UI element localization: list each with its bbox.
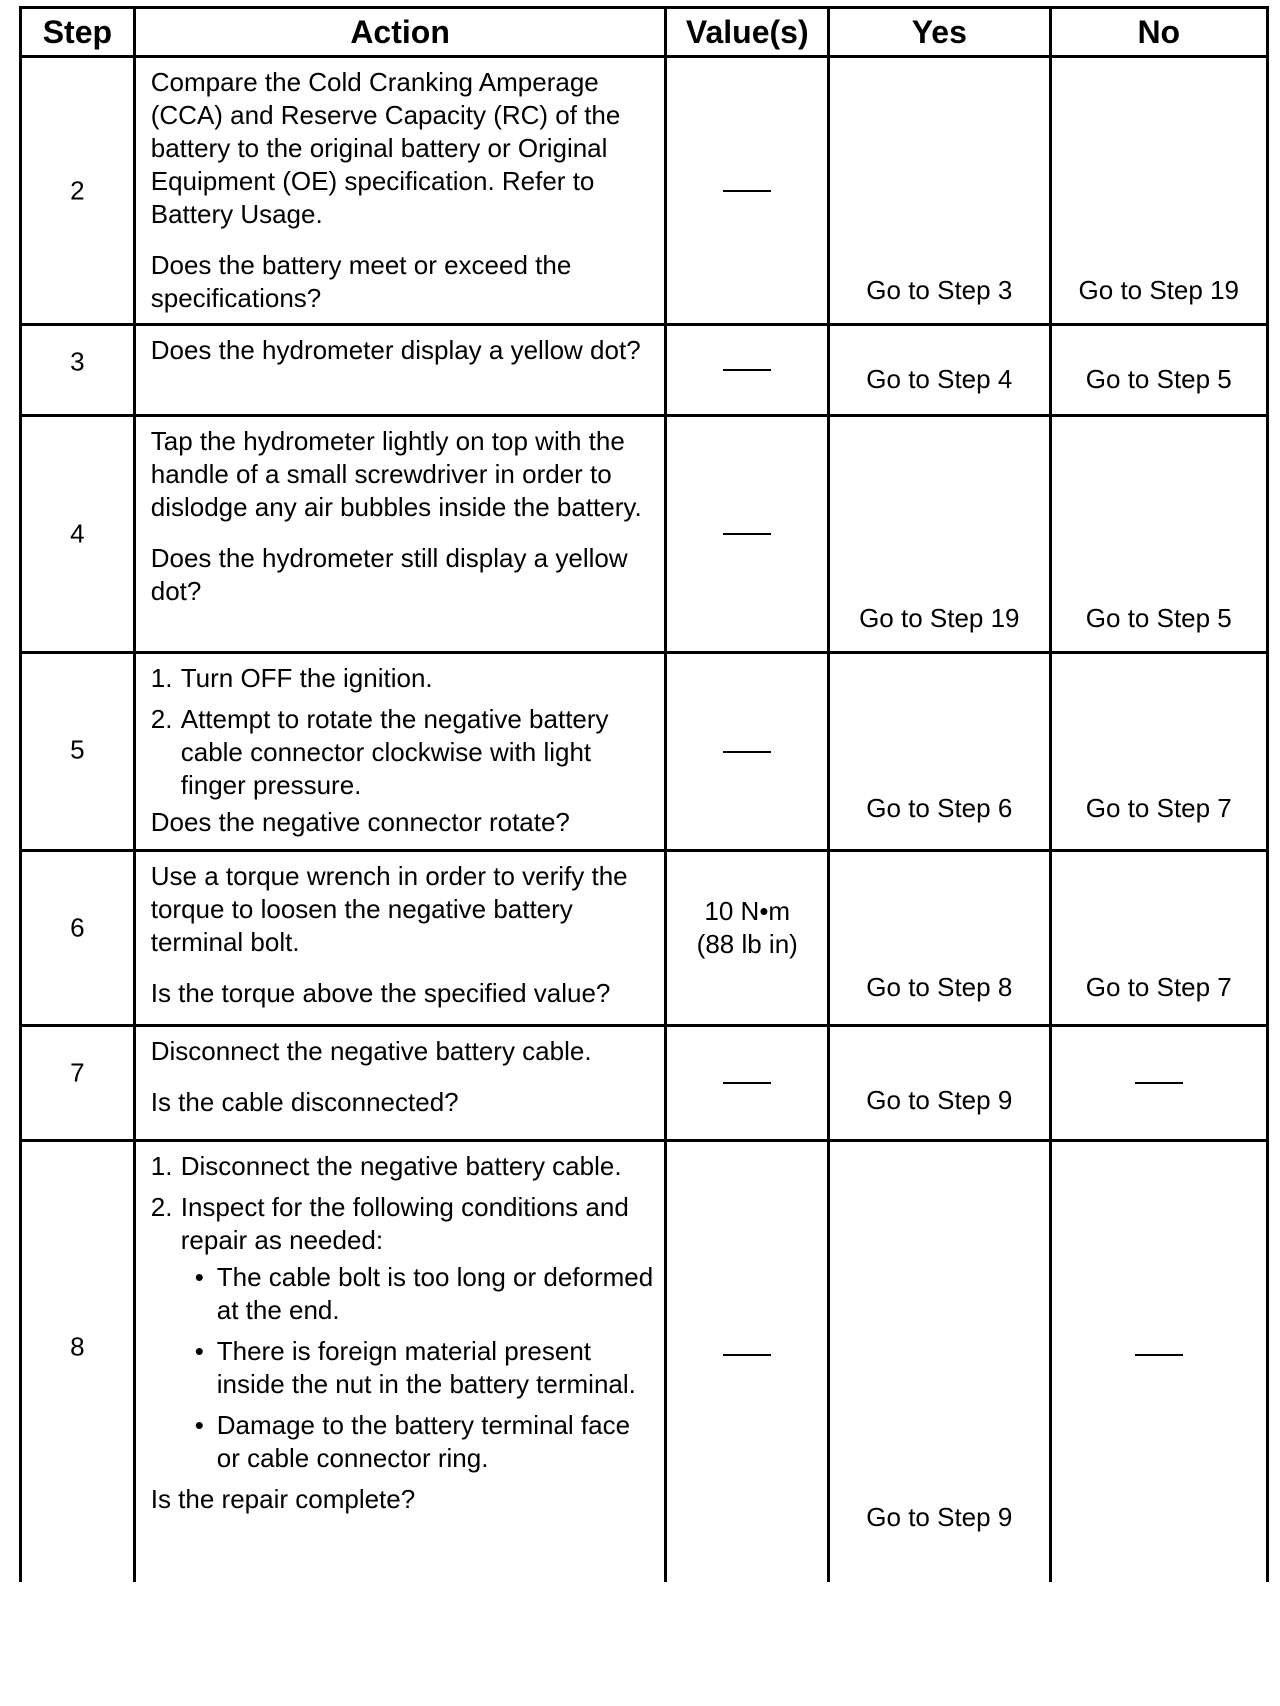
yes-cell: [830, 417, 1051, 654]
no-cell: [1052, 417, 1269, 654]
action-cell: [136, 417, 668, 654]
torque-value: [667, 895, 827, 961]
list-item-text: The cable bolt is too long or deformed at the end.: [216, 1262, 654, 1325]
action-cell: [136, 1142, 668, 1582]
action-question: Does the hydrometer display a yellow dot?: [150, 335, 641, 365]
list-item-text: There is foreign material present inside the nut in the battery terminal.: [216, 1336, 636, 1399]
no-cell: [1052, 654, 1269, 852]
action-question: Is the repair complete?: [150, 1484, 416, 1514]
no-cell: [1052, 1142, 1269, 1582]
step-number: 2: [70, 175, 85, 205]
table-row: [19, 417, 1269, 654]
action-text: Tap the hydrometer lightly on top with the handle of a small screwdriver in order to dislodge any air bubbles inside the battery.: [150, 426, 642, 522]
list-item-text: Inspect for the following conditions and repair as needed:: [180, 1192, 629, 1255]
action-question: Does the negative connector rotate?: [150, 807, 570, 837]
list-item: [181, 1409, 655, 1475]
yes-result: Go to Step 19: [859, 603, 1020, 633]
action-cell: [136, 58, 668, 326]
value-cell: [667, 326, 830, 417]
step-number-cell: [22, 654, 136, 852]
header-yes: Yes: [830, 6, 1051, 58]
yes-result: Go to Step 6: [866, 793, 1013, 823]
step-number-cell: [22, 1027, 136, 1142]
yes-cell: [830, 58, 1051, 326]
no-result: Go to Step 5: [1085, 603, 1232, 633]
yes-cell: [830, 1027, 1051, 1142]
table-row: [19, 654, 1269, 852]
value-cell: [667, 1142, 830, 1582]
list-item: [151, 662, 655, 695]
value-cell: [667, 1027, 830, 1142]
no-result: Go to Step 5: [1085, 364, 1232, 394]
table-row: [19, 1027, 1269, 1142]
bullet: •: [194, 1262, 204, 1292]
step-number: 3: [70, 346, 85, 377]
action-question: Does the battery meet or exceed the specifications?: [150, 250, 572, 313]
yes-result: Go to Step 9: [866, 1502, 1013, 1532]
empty-value-dash: [723, 533, 771, 535]
empty-value-dash: [723, 369, 771, 371]
list-item-text: Attempt to rotate the negative battery cable connector clockwise with light finger pressure.: [180, 704, 609, 800]
action-cell: [136, 852, 668, 1027]
bullet: •: [194, 1410, 204, 1440]
torque-value-imperial: (88 lb in): [696, 929, 798, 959]
no-cell: [1052, 1027, 1269, 1142]
value-cell: [667, 417, 830, 654]
value-cell: [667, 58, 830, 326]
yes-result: Go to Step 9: [866, 1085, 1013, 1115]
table-row: [19, 1142, 1269, 1582]
no-cell: [1052, 326, 1269, 417]
no-result: Go to Step 19: [1078, 275, 1239, 305]
action-text: Disconnect the negative battery cable.: [150, 1036, 592, 1066]
yes-cell: [830, 326, 1051, 417]
action-steps: [151, 662, 655, 802]
diagnostic-table: [19, 6, 1269, 1582]
action-cell: [136, 326, 668, 417]
action-text: Compare the Cold Cranking Amperage (CCA) and Reserve Capacity (RC) of the battery to the original battery or Original Equipment (OE) specification. Refer to Battery Usage.: [150, 67, 621, 229]
action-cell: [136, 654, 668, 852]
value-cell: [667, 852, 830, 1027]
no-result: Go to Step 7: [1085, 972, 1232, 1002]
no-cell: [1052, 58, 1269, 326]
empty-value-dash: [723, 1354, 771, 1356]
table-row: [19, 852, 1269, 1027]
table-row: [19, 326, 1269, 417]
yes-result: Go to Step 3: [866, 275, 1013, 305]
yes-cell: [830, 852, 1051, 1027]
list-number: 2.: [150, 1192, 173, 1222]
list-item: [181, 1335, 655, 1401]
yes-result: Go to Step 8: [866, 972, 1013, 1002]
action-steps: [151, 1150, 655, 1475]
list-item: [151, 1150, 655, 1183]
torque-value-metric: 10 N•m: [704, 896, 791, 926]
action-text: Use a torque wrench in order to verify the torque to loosen the negative battery terminal bolt.: [150, 861, 628, 957]
list-item-text: Turn OFF the ignition.: [180, 663, 433, 693]
yes-cell: [830, 1142, 1051, 1582]
list-item-text: Disconnect the negative battery cable.: [180, 1151, 622, 1181]
action-question: Is the torque above the specified value?: [150, 978, 611, 1008]
table-row: [19, 58, 1269, 326]
yes-result: Go to Step 4: [866, 364, 1013, 394]
list-item: [151, 1191, 655, 1475]
list-item: [181, 1261, 655, 1327]
header-step: Step: [22, 6, 136, 58]
value-cell: [667, 654, 830, 852]
header-no: No: [1052, 6, 1269, 58]
action-cell: [136, 1027, 668, 1142]
empty-value-dash: [1135, 1082, 1183, 1084]
header-action: Action: [136, 6, 668, 58]
empty-value-dash: [723, 1082, 771, 1084]
step-number: 6: [70, 912, 85, 943]
no-result: Go to Step 7: [1085, 793, 1232, 823]
step-number: 7: [70, 1057, 85, 1088]
action-question: Does the hydrometer still display a yellow dot?: [150, 543, 628, 606]
list-number: 2.: [150, 704, 173, 734]
list-number: 1.: [150, 1151, 173, 1181]
list-item: [151, 703, 655, 802]
step-number-cell: [22, 417, 136, 654]
list-number: 1.: [150, 663, 173, 693]
header-values: Value(s): [667, 6, 830, 58]
bullet: •: [194, 1336, 204, 1366]
step-number: 5: [70, 734, 85, 765]
step-number-cell: [22, 1142, 136, 1582]
table-header-row: [19, 6, 1269, 58]
step-number: 4: [70, 518, 85, 549]
yes-cell: [830, 654, 1051, 852]
empty-value-dash: [723, 751, 771, 753]
step-number-cell: [22, 852, 136, 1027]
condition-list: [181, 1261, 655, 1475]
action-question: Is the cable disconnected?: [150, 1087, 459, 1117]
step-number: 8: [70, 1331, 85, 1362]
step-number-cell: [22, 326, 136, 417]
list-item-text: Damage to the battery terminal face or cable connector ring.: [216, 1410, 631, 1473]
empty-value-dash: [1135, 1354, 1183, 1356]
no-cell: [1052, 852, 1269, 1027]
step-number-cell: [22, 58, 136, 326]
empty-value-dash: [723, 190, 771, 192]
